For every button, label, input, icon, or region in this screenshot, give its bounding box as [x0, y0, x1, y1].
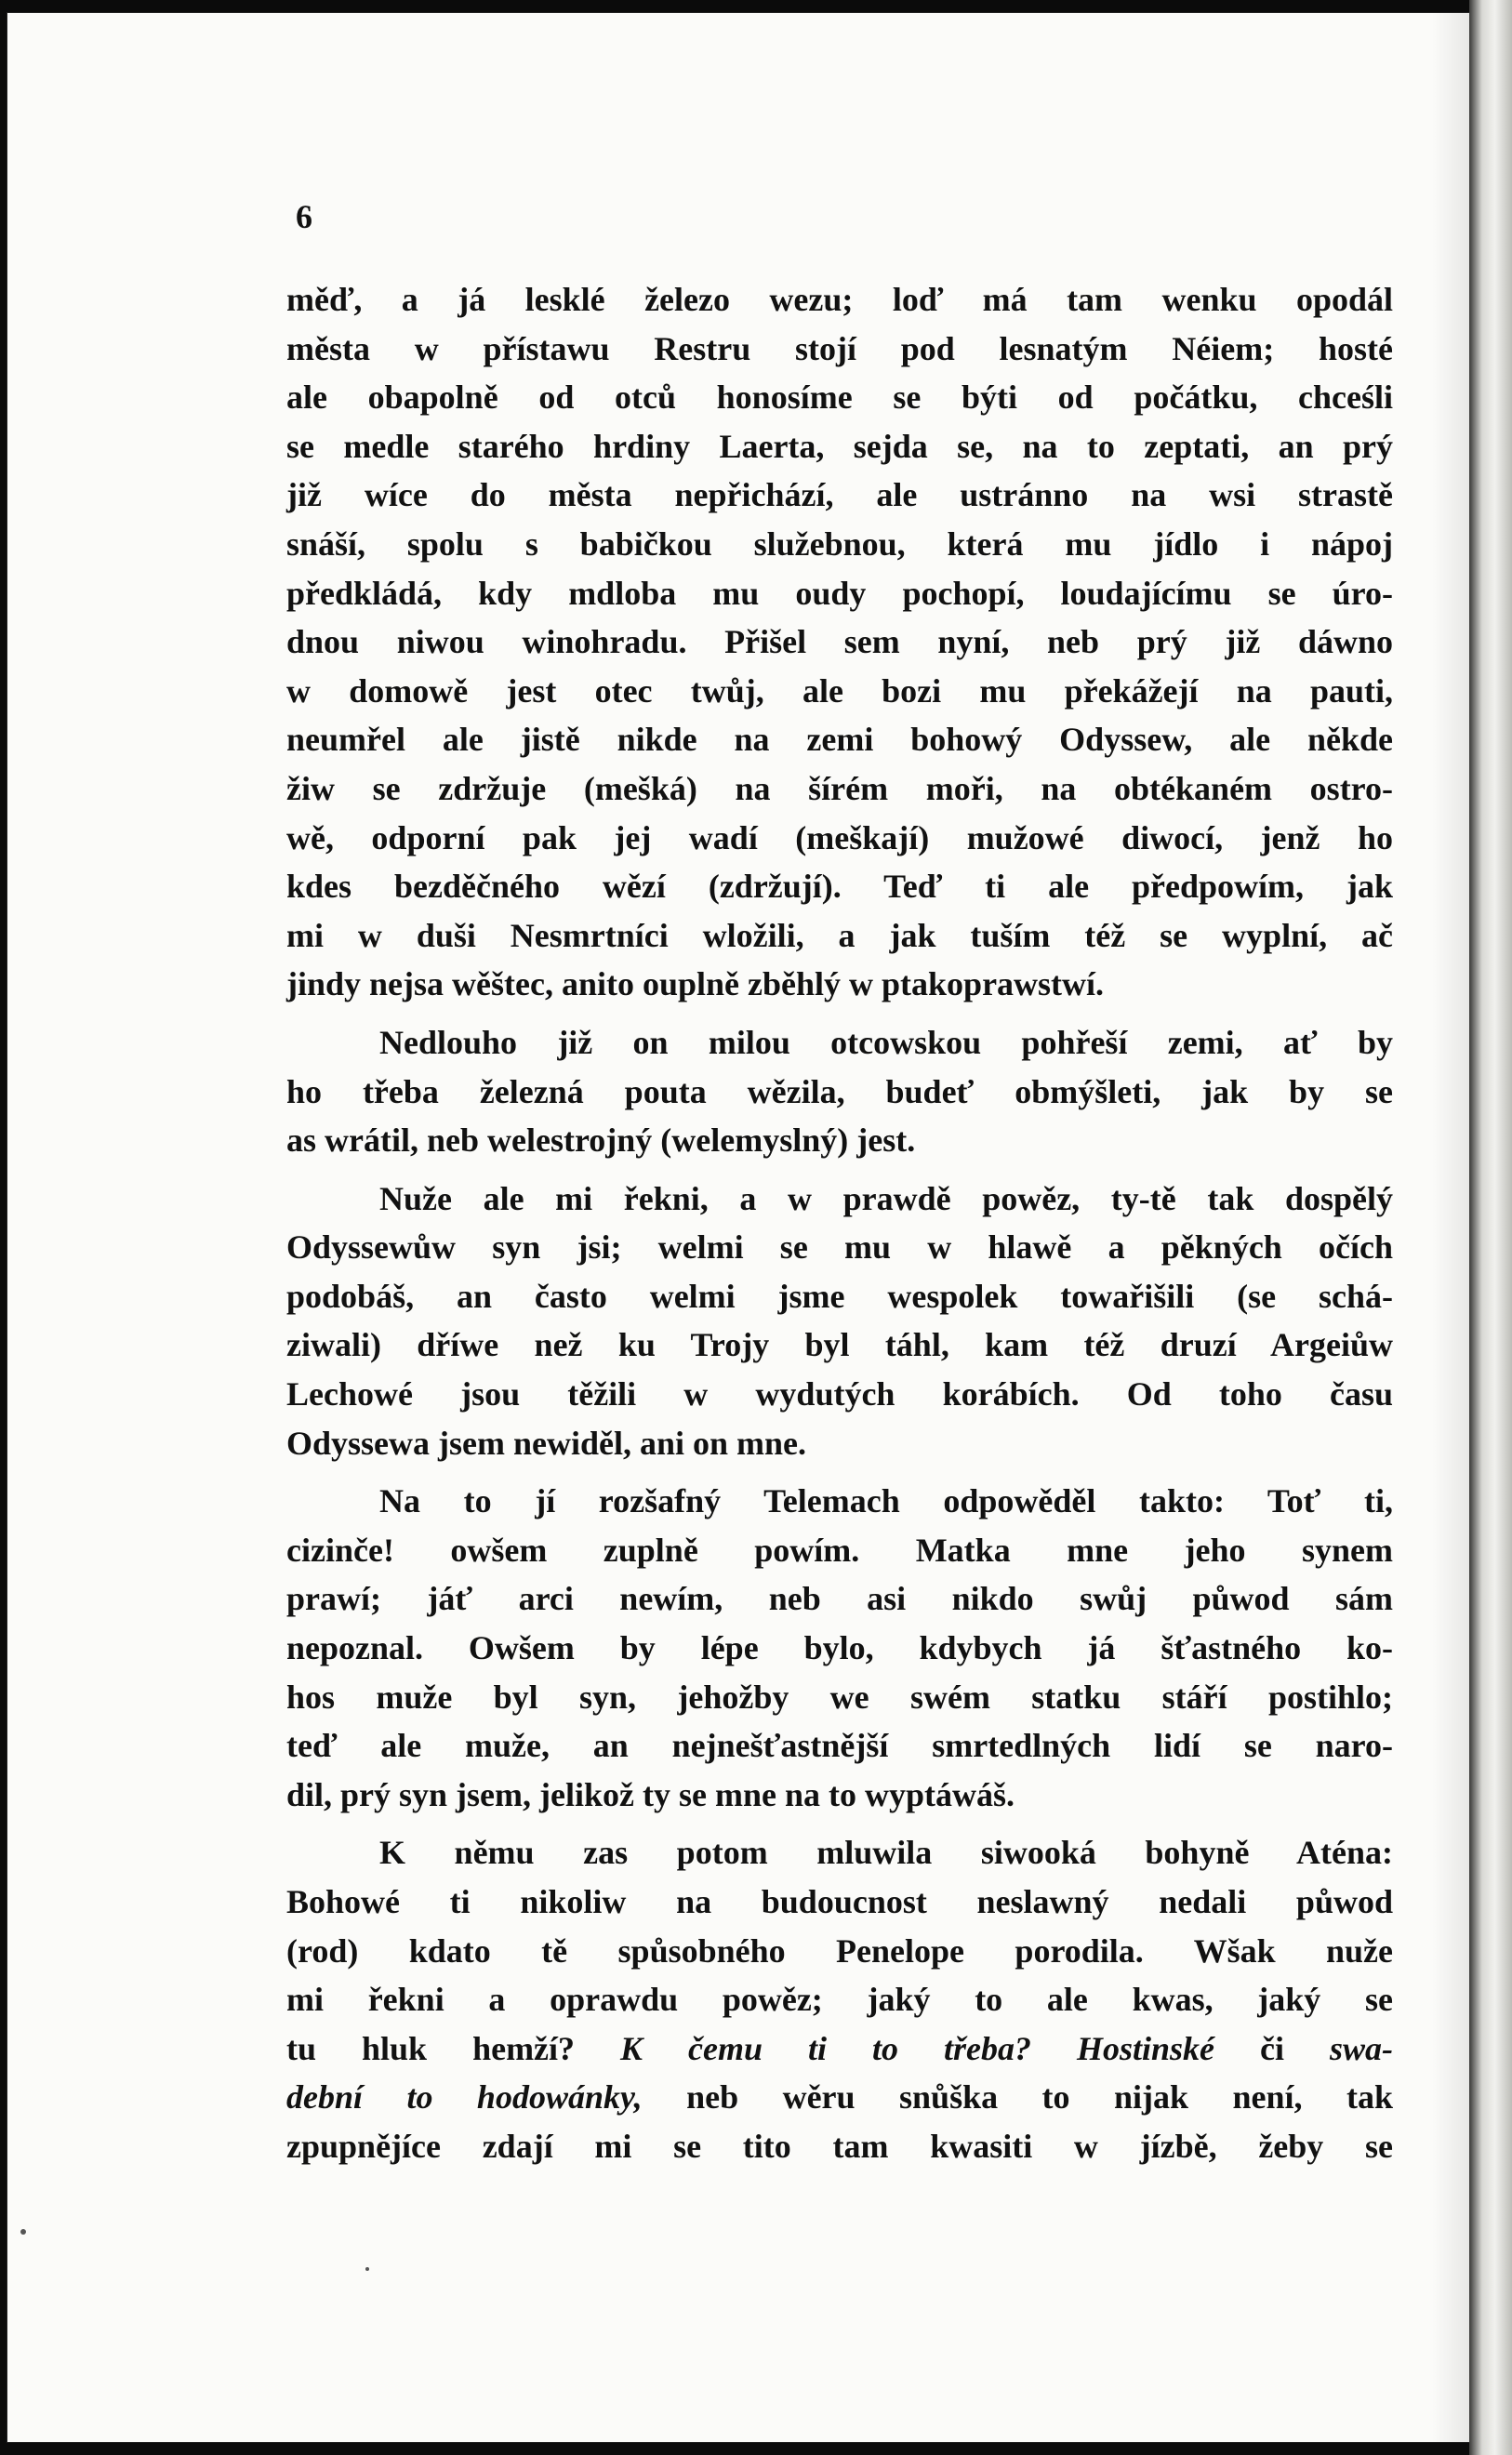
italic-run: K čemu ti to třeba? Hostinské [620, 2029, 1215, 2067]
text-line: Na to jí rozšafný Telemach odpowěděl takto: Toť ti, [379, 1482, 1393, 1520]
page-number: 6 [296, 198, 312, 235]
text-line: zpupnějíce zdají mi se tito tam kwasiti w jízbě, žeby se [286, 2127, 1393, 2165]
scan-speck [20, 2229, 26, 2235]
scan-speck [365, 2267, 369, 2271]
paper-sheet [7, 13, 1469, 2442]
text-line: (rod) kdato tě spůsobného Penelope porodila. Wšak nuže [286, 1931, 1393, 1970]
text-line: mi řekni a oprawdu powěz; jaký to ale kwas, jaký se [286, 1981, 1393, 2019]
text-line: jindy nejsa wěštec, anito ouplně zběhlý w ptakoprawstwí. [286, 965, 1105, 1003]
text-line: žiw se zdržuje (mešká) na šírém moři, na obtékaném ostro- [286, 769, 1393, 807]
text-line: kdes bezděčného wězí (zdržují). Teď ti ale předpowím, jak [286, 868, 1393, 906]
text-line: ale obapolně od otců honosíme se býti od počátku, chceśli [286, 378, 1393, 417]
text-line: podobáš, an často welmi jsme wespolek towařišili (se schá- [286, 1277, 1393, 1315]
text-line-mixed [286, 2024, 1393, 2074]
text-line: dnou niwou winohradu. Přišel sem nyní, neb prý již dáwno [286, 623, 1393, 661]
text-line: již wíce do města nepřichází, ale ustránno na wsi strastě [286, 476, 1393, 514]
text-line: Bohowé ti nikoliw na budoucnost neslawný nedali půwod [286, 1883, 1393, 1920]
text-line: měď, a já lesklé železo wezu; loď má tam wenku opodál [286, 281, 1393, 318]
paragraph-3 [286, 1174, 1393, 1468]
text-line: hos muže byl syn, jehožby we swém statku stáří postihlo; [286, 1678, 1393, 1716]
text-line: mi w duši Nesmrtníci wložili, a jak tuším též se wyplní, ač [286, 916, 1393, 954]
text-run: neb wěru snůška to nijak není, tak [686, 2078, 1394, 2117]
text-line: as wrátil, neb welestrojný (welemyslný) jest. [286, 1121, 916, 1160]
page-shadow [1432, 13, 1469, 2442]
paragraph-4 [286, 1477, 1393, 1819]
text-line: Odyssewa jsem newiděl, ani on mne. [286, 1424, 807, 1462]
text-line: předkládá, kdy mdloba mu oudy pochopí, loudajícímu se úro- [286, 574, 1393, 612]
text-line: Odyssewůw syn jsi; welmi se mu w hlawě a pěkných očích [286, 1228, 1393, 1267]
text-line: Lechowé jsou těžili w wydutých korábích. Od toho času [286, 1375, 1393, 1413]
text-line: K němu zas potom mluwila siwooká bohyně Aténa: [379, 1834, 1393, 1872]
text-line-mixed [286, 2073, 1393, 2122]
book-spine-edge [1469, 0, 1512, 2455]
text-line: cizinče! owšem zuplně powím. Matka mne jeho synem [286, 1531, 1393, 1569]
italic-run: dební to hodowánky, [286, 2078, 643, 2117]
body-text [286, 275, 1393, 2171]
text-line: teď ale muže, an nejnešťastnější smrtedlných lidí se naro- [286, 1727, 1393, 1765]
text-line: snáší, spolu s babičkou služebnou, která mu jídlo i nápoj [286, 524, 1393, 563]
text-line: ziwali) dříwe než ku Trojy byl táhl, kam též druzí Argeiůw [286, 1326, 1393, 1364]
text-line: nepoznal. Owšem by lépe bylo, kdybych já šťastného ko- [286, 1629, 1393, 1667]
paragraph-5 [286, 1828, 1393, 2170]
paragraph-1 [286, 275, 1393, 1009]
text-line: se medle starého hrdiny Laerta, sejda se, na to zeptati, an prý [286, 427, 1393, 465]
text-line: wě, odporní pak jej wadí (meškají) mužowé diwocí, jenž ho [286, 818, 1393, 856]
text-run: či [1260, 2029, 1285, 2067]
paragraph-2 [286, 1018, 1393, 1165]
text-run: tu hluk hemží? [286, 2029, 576, 2067]
italic-run: swa- [1330, 2029, 1394, 2067]
text-line: prawí; jáť arci newím, neb asi nikdo swůj půwod sám [286, 1580, 1393, 1618]
text-line: ho třeba železná pouta wězila, budeť obmýšleti, jak by se [286, 1072, 1393, 1110]
text-line: města w přístawu Restru stojí pod lesnatým Néiem; hosté [286, 329, 1393, 367]
text-line: Nuže ale mi řekni, a w prawdě powěz, ty-tě tak dospělý [379, 1179, 1393, 1217]
text-line: neumřel ale jistě nikde na zemi bohowý Odyssew, ale někde [286, 721, 1393, 759]
text-line: dil, prý syn jsem, jelikož ty se mne na to wyptáwáš. [286, 1775, 1015, 1813]
text-line: Nedlouho již on milou otcowskou pohřeší zemi, ať by [379, 1023, 1393, 1061]
text-line: w domowě jest otec twůj, ale bozi mu překážejí na pauti, [286, 671, 1393, 710]
